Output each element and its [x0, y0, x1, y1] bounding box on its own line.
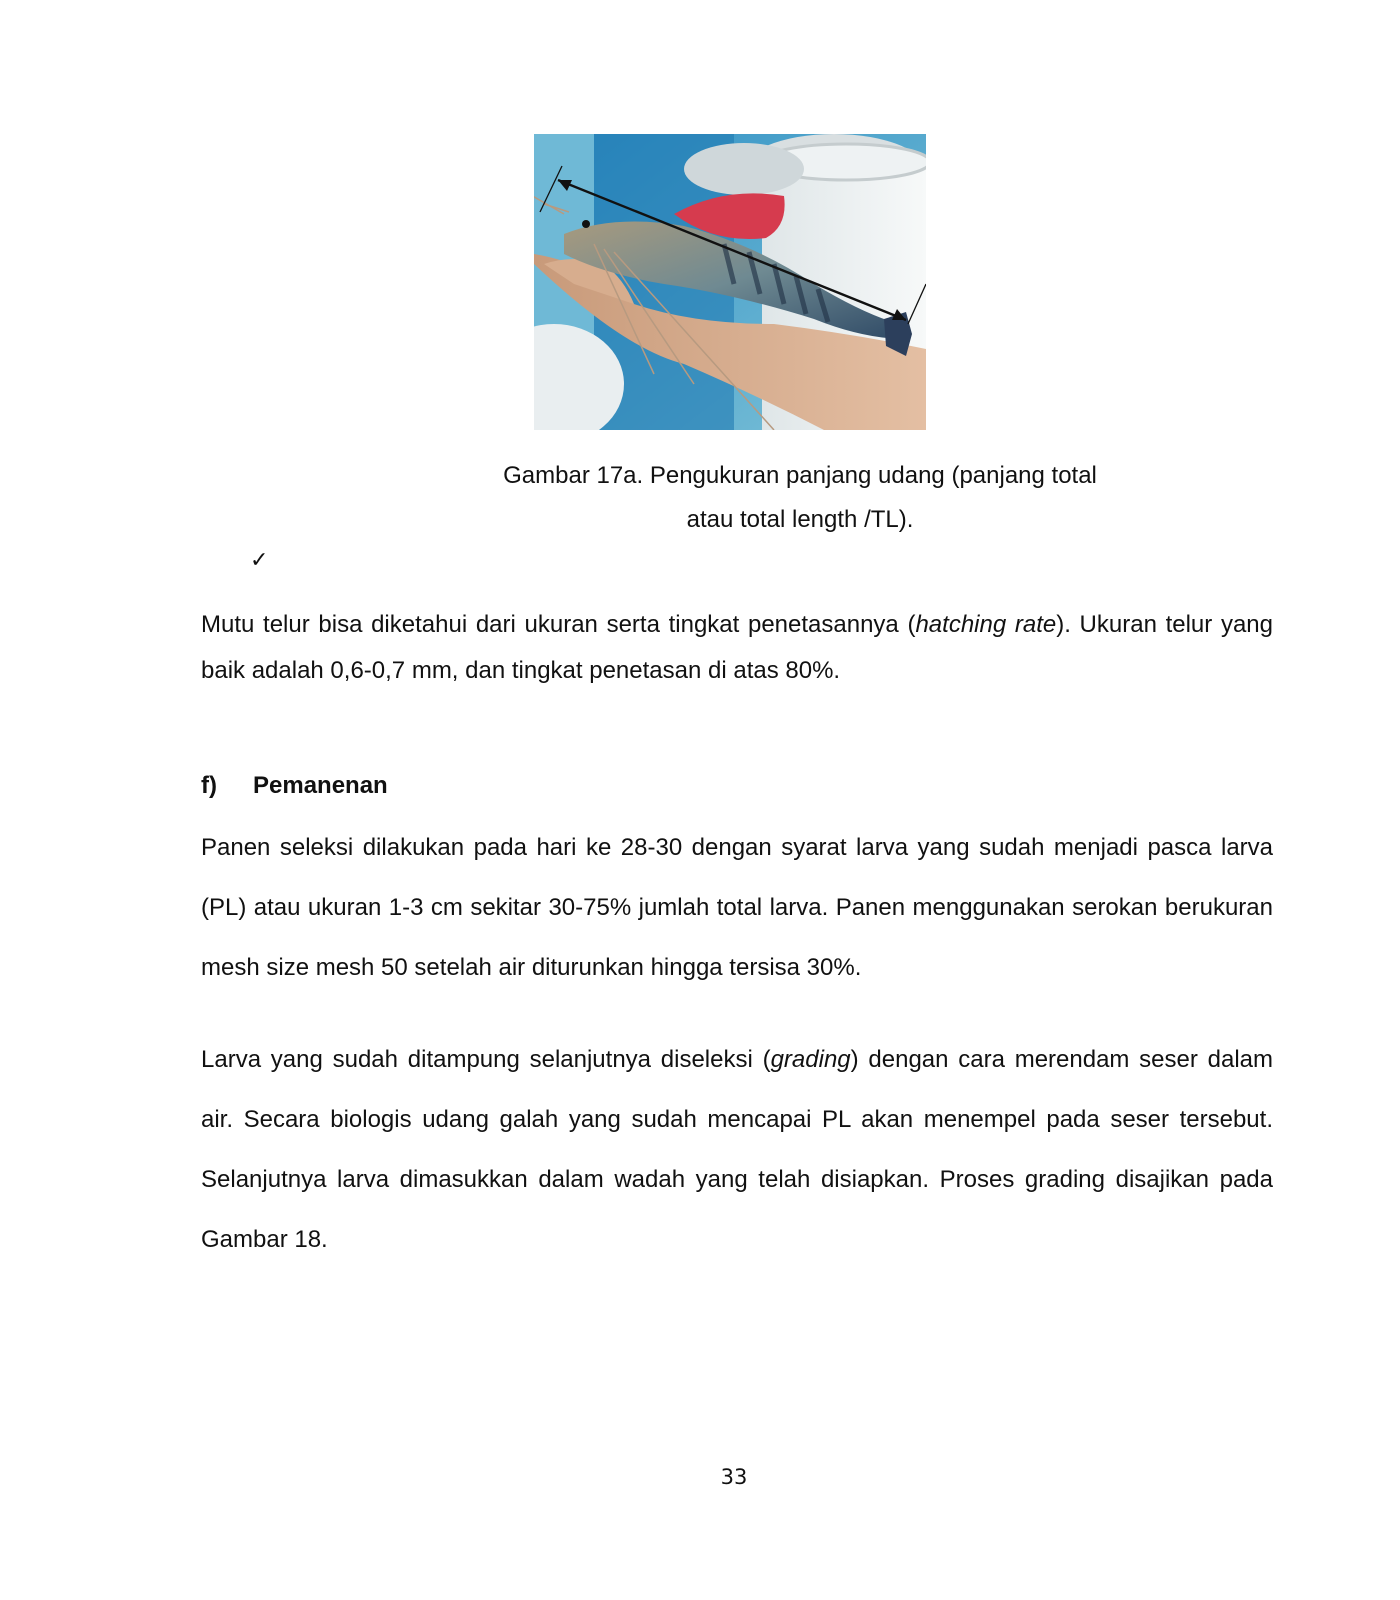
- section-marker: f): [201, 772, 217, 799]
- paragraph-text: ). Ukuran telur yang baik adalah 0,6-0,7 mm, dan tingkat penetasan di atas 80%.: [201, 611, 1273, 684]
- page-number: 33: [720, 1465, 748, 1489]
- shrimp-measurement-photo: [534, 134, 926, 430]
- figure-caption-line-1: Gambar 17a. Pengukuran panjang udang (panjang total: [503, 462, 1097, 489]
- paragraph-grading: [201, 1030, 1273, 1270]
- paragraph-text: Mutu telur bisa diketahui dari ukuran serta tingkat penetasannya (: [201, 611, 916, 638]
- paragraph-text: Larva yang sudah ditampung selanjutnya diseleksi (: [201, 1046, 771, 1073]
- figure-caption-line-2: atau total length /TL).: [686, 506, 914, 533]
- paragraph-harvest: Panen seleksi dilakukan pada hari ke 28-30 dengan syarat larva yang sudah menjadi pasca larva (PL) atau ukuran 1-3 cm sekitar 30-75% jumlah total larva. Panen menggunakan serokan berukuran mesh size mesh 50 setelah air diturunkan hingga tersisa 30%.: [201, 834, 1273, 981]
- paragraph-text: ) dengan cara merendam seser dalam air. Secara biologis udang galah yang sudah mencapai PL akan menempel pada seser tersebut. Selanjutnya larva dimasukkan dalam wadah yang telah disiapkan. Proses grading disajikan pada Gambar 18.: [201, 1046, 1273, 1253]
- italic-term: grading: [770, 1046, 851, 1073]
- section-heading: [201, 770, 388, 802]
- italic-term: hatching rate: [915, 611, 1057, 638]
- section-title: Pemanenan: [253, 772, 388, 799]
- paragraph-egg-quality: [201, 602, 1273, 694]
- checkmark-icon: ✓: [250, 548, 269, 573]
